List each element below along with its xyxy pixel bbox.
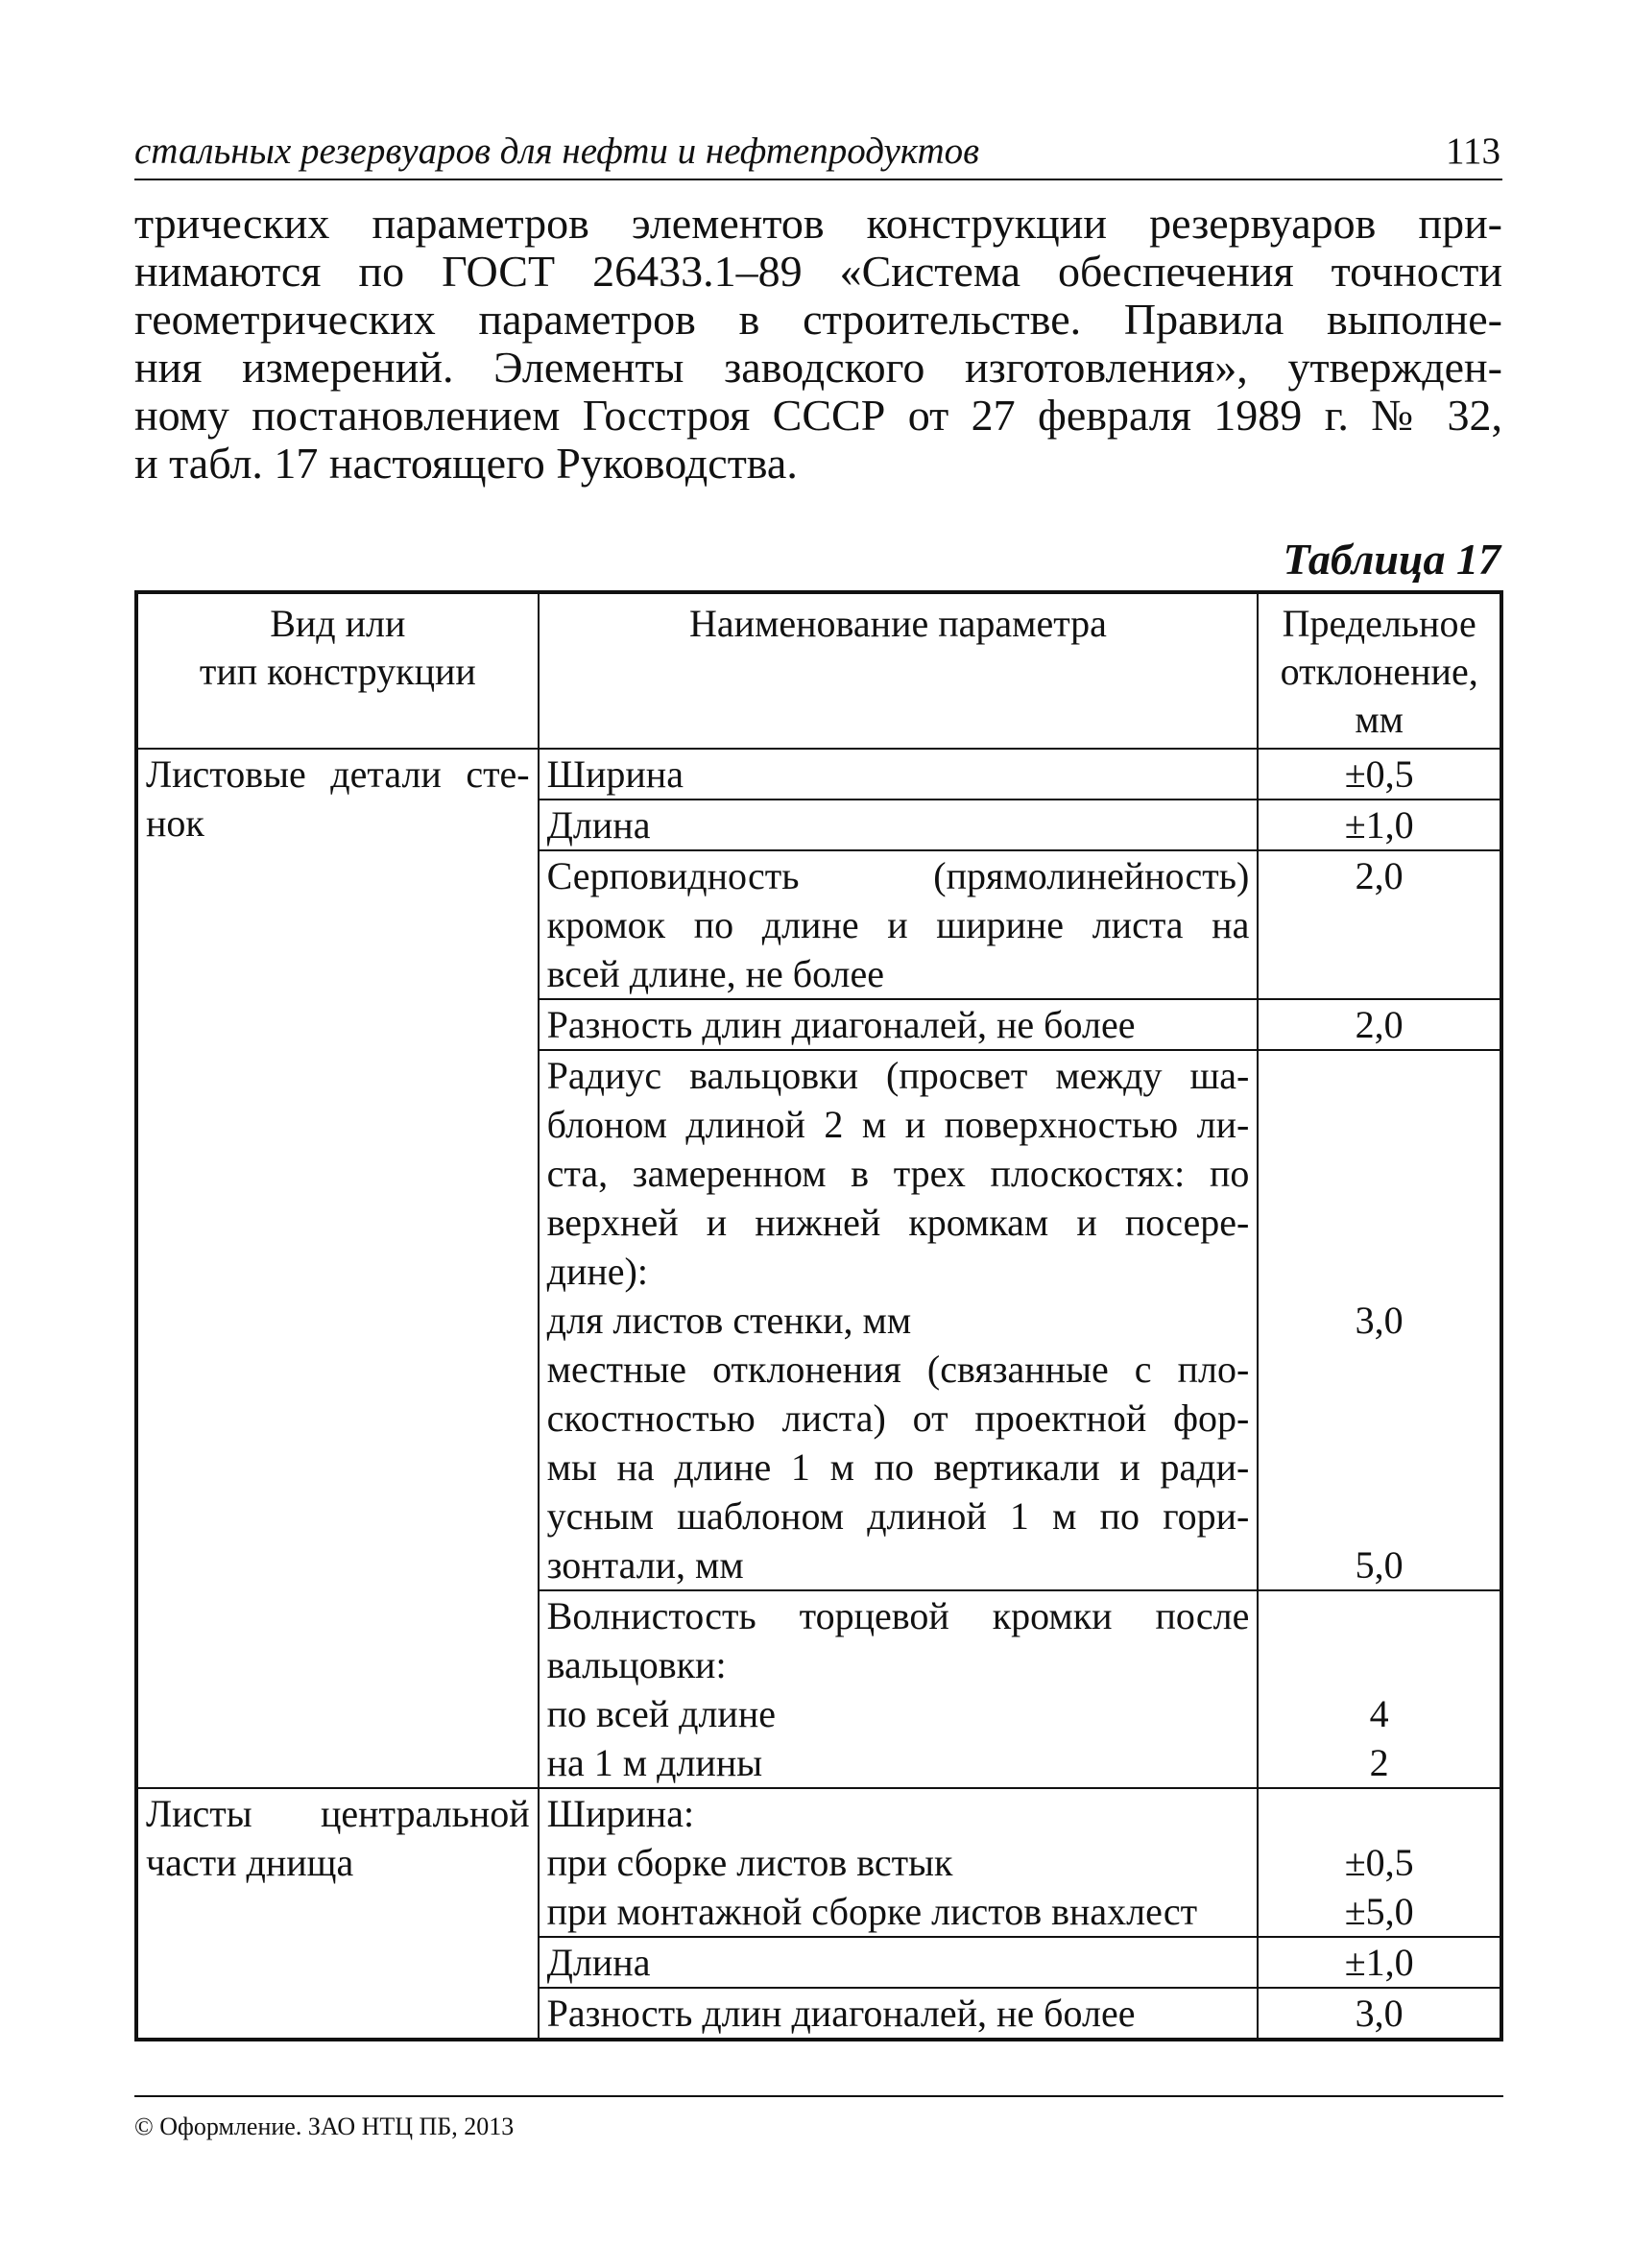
header-construction-type: Вид или тип конструкции <box>136 592 539 749</box>
parameter-cell: Разность длин диагоналей, не более <box>539 999 1259 1050</box>
construction-type-cell: Листовые детали сте- нок <box>136 749 539 1788</box>
tolerance-cell: 2,0 <box>1258 999 1501 1050</box>
tolerance-table <box>134 590 1503 2041</box>
parameter-cell: Ширина: при сборке листов встык при монтажной сборке листов внахлест <box>539 1788 1259 1937</box>
construction-type-cell: Листы центральной части днища <box>136 1788 539 2040</box>
copyright-text: © Оформление. ЗАО НТЦ ПБ, 2013 <box>134 2113 515 2140</box>
table-caption: Таблица 17 <box>1283 535 1500 584</box>
paragraph-line: ному постановлением Госстроя СССР от 27 февраля 1989 г. № 32, <box>134 391 1502 440</box>
tolerance-cell: 2,0 <box>1258 850 1501 999</box>
table-row <box>136 749 1501 800</box>
parameter-cell: Радиус вальцовки (просвет между ша- блоном длиной 2 м и поверхностью ли- ста, замеренном в трех плоскостях: по верхней и нижней кромкам и посере- дине): для листов стенки, мм местные отклонения (связанные с пло- скостностью листа) от проектной фор- мы на длине 1 м по вертикали и ради- усным шаблоном длиной 1 м по гори- зонтали, мм <box>539 1050 1259 1590</box>
table-header-row <box>136 592 1501 749</box>
body-paragraph <box>134 200 1502 488</box>
table-row <box>136 1788 1501 1937</box>
tolerance-cell: ±0,5 <box>1258 749 1501 800</box>
tolerance-cell: 3,0 <box>1258 1988 1501 2040</box>
paragraph-line: геометрических параметров в строительстве. Правила выполне- <box>134 295 1502 344</box>
parameter-cell: Разность длин диагоналей, не более <box>539 1988 1259 2040</box>
parameter-cell: Серповидность (прямолинейность) кромок по длине и ширине листа на всей длине, не более <box>539 850 1259 999</box>
page-footer <box>134 2095 1503 2141</box>
paragraph-line: нимаются по ГОСТ 26433.1–89 «Система обеспечения точности <box>134 247 1502 296</box>
header-parameter-name: Наименование параметра <box>539 592 1259 749</box>
running-header <box>134 123 1502 180</box>
tolerance-cell: 4 2 <box>1258 1590 1501 1788</box>
parameter-cell: Волнистость торцевой кромки после вальцовки: по всей длине на 1 м длины <box>539 1590 1259 1788</box>
parameter-cell: Ширина <box>539 749 1259 800</box>
tolerance-cell: 3,0 5,0 <box>1258 1050 1501 1590</box>
parameter-cell: Длина <box>539 1937 1259 1988</box>
paragraph-line: ния измерений. Элементы заводского изготовления», утвержден- <box>134 343 1502 392</box>
running-title: стальных резервуаров для нефти и нефтепродуктов <box>134 131 980 172</box>
paragraph-line: трических параметров элементов конструкции резервуаров при- <box>134 199 1502 248</box>
parameter-cell: Длина <box>539 800 1259 850</box>
tolerance-cell: ±1,0 <box>1258 1937 1501 1988</box>
page-number: 113 <box>1445 131 1500 172</box>
paragraph-line: и табл. 17 настоящего Руководства. <box>134 439 798 488</box>
header-tolerance: Предельное отклонение, мм <box>1258 592 1501 749</box>
tolerance-cell: ±0,5 ±5,0 <box>1258 1788 1501 1937</box>
tolerance-cell: ±1,0 <box>1258 800 1501 850</box>
